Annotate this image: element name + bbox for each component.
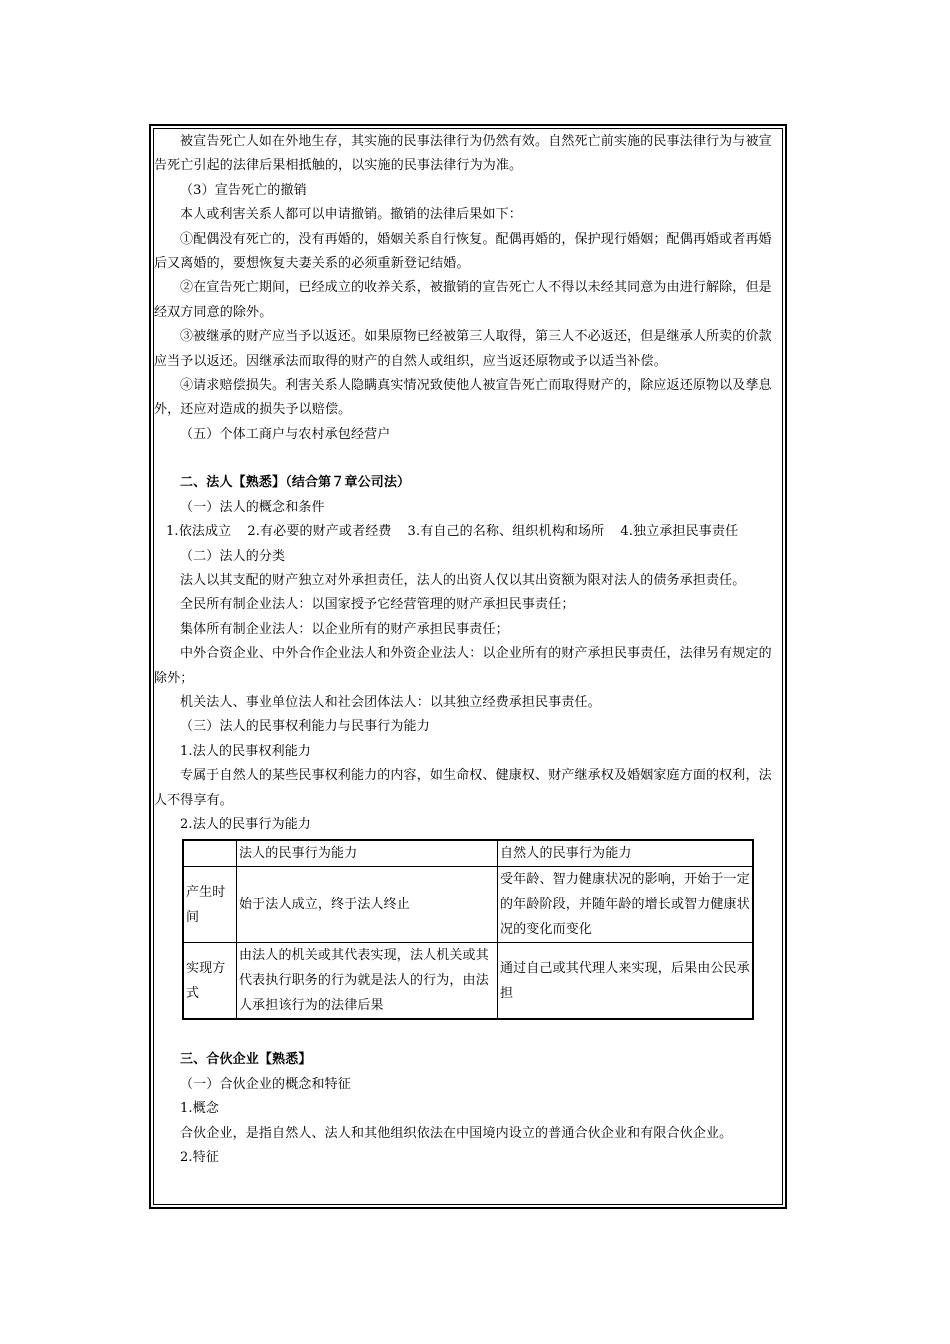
table-cell: 受年龄、智力健康状况的影响，开始于一定的年龄阶段，并随年龄的增长或智力健康状况的变化而变化 [498,867,754,943]
paragraph: 本人或利害关系人都可以申请撤销。撤销的法律后果如下： [180,207,522,223]
subheading: 1.法人的民事权利能力 [180,743,312,759]
subheading: 1.概念 [180,1101,220,1117]
table-row-label: 实现方式 [183,943,237,1020]
document-body [151,126,785,1207]
paragraph: 全民所有制企业法人：以国家授予它经营管理的财产承担民事责任； [180,597,575,613]
paragraph: ①配偶没有死亡的，没有再婚的，婚姻关系自行恢复。配偶再婚的，保护现行婚姻；配偶再婚或者再婚后又离婚的，要想恢复夫妻关系的必须重新登记结婚。 [154,231,772,272]
table-row [183,943,753,1020]
list-item: 3.有自己的名称、组织机构和场所 [407,524,605,540]
table-header-cell [183,840,237,867]
list-item: 1.依法成立 [166,524,232,540]
paragraph: 集体所有制企业法人：以企业所有的财产承担民事责任； [180,621,509,637]
table-cell: 由法人的机关或其代表实现，法人机关或其代表执行职务的行为就是法人的行为，由法人承担该行为的法律后果 [237,943,498,1020]
paragraph: 法人以其支配的财产独立对外承担责任，法人的出资人仅以其出资额为限对法人的债务承担责任。 [180,572,746,588]
paragraph: 合伙企业，是指自然人、法人和其他组织依法在中国境内设立的普通合伙企业和有限合伙企业。 [180,1125,733,1141]
list-item: 4.独立承担民事责任 [620,524,739,540]
paragraph: 机关法人、事业单位法人和社会团体法人：以其独立经费承担民事责任。 [180,694,601,710]
subheading: 2.特征 [180,1150,220,1165]
paragraph: 专属于自然人的某些民事权利能力的内容，如生命权、健康权、财产继承权及婚姻家庭方面的权利，法人不得享有。 [154,768,772,808]
table-cell: 始于法人成立，终于法人终止 [237,867,498,943]
paragraph: ④请求赔偿损失。利害关系人隐瞒真实情况致使他人被宣告死亡而取得财产的，除应返还原物以及孳息外，还应对造成的损失予以赔偿。 [154,378,772,418]
capacity-comparison-table [182,839,754,1020]
subheading: （3）宣告死亡的撤销 [180,182,307,198]
subheading: （五）个体工商户与农村承包经营户 [180,426,391,442]
document-frame [149,124,787,1209]
conditions-list [154,520,782,544]
table-row-label: 产生时间 [183,867,237,943]
table-header-row [183,840,753,867]
paragraph: ②在宣告死亡期间，已经成立的收养关系，被撤销的宣告死亡人不得以未经其同意为由进行解除，但是经双方同意的除外。 [154,280,772,320]
subheading: （二）法人的分类 [180,548,286,564]
subheading: （三）法人的民事权利能力与民事行为能力 [180,719,430,735]
table-header-cell: 法人的民事行为能力 [237,840,498,867]
table-cell: 通过自己或其代理人来实现，后果由公民承担 [498,943,754,1020]
section-heading: 三、合伙企业【熟悉】 [180,1052,312,1068]
list-item: 2.有必要的财产或者经费 [247,524,392,540]
subheading: （一）合伙企业的概念和特征 [180,1076,351,1092]
paragraph: 中外合资企业、中外合作企业法人和外资企业法人：以企业所有的财产承担民事责任，法律另有规定的除外； [154,646,772,686]
table-row [183,867,753,943]
paragraph: ③被继承的财产应当予以返还。如果原物已经被第三人取得，第三人不必返还，但是继承人所卖的价款应当予以返还。因继承法而取得的财产的自然人或组织，应当返还原物或予以适当补偿。 [154,329,772,369]
subheading: （一）法人的概念和条件 [180,499,325,515]
subheading: 2.法人的民事行为能力 [180,816,312,832]
table-header-cell: 自然人的民事行为能力 [498,840,754,867]
paragraph: 被宣告死亡人如在外地生存，其实施的民事法律行为仍然有效。自然死亡前实施的民事法律行为与被宣告死亡引起的法律后果相抵触的，以实施的民事法律行为为准。 [154,134,772,174]
section-heading: 二、法人【熟悉】（结合第７章公司法） [180,475,411,491]
